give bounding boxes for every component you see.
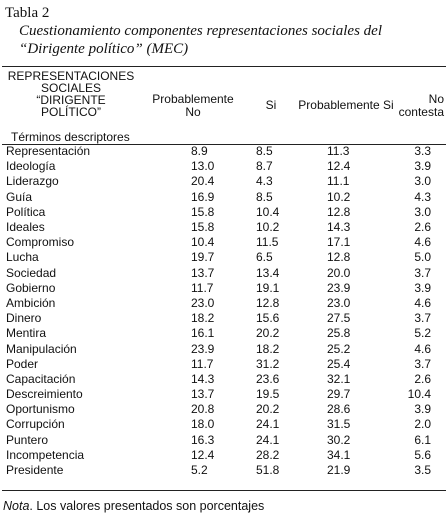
data-table <box>2 67 446 478</box>
table-row <box>2 235 446 250</box>
row-term: Lucha <box>6 250 39 265</box>
row-term: Puntero <box>6 432 49 447</box>
table-row <box>2 144 446 159</box>
cell-probablemente-no: 11.7 <box>191 280 214 295</box>
cell-probablemente-no: 18.2 <box>191 311 215 326</box>
table-row <box>2 190 446 205</box>
cell-probablemente-no: 20.8 <box>191 402 215 417</box>
cell-si: 13.4 <box>256 265 280 280</box>
cell-probablemente-no: 13.0 <box>191 159 215 174</box>
cell-no-contesta: 5.2 <box>414 326 431 341</box>
cell-no-contesta: 3.7 <box>414 356 431 371</box>
cell-si: 23.6 <box>256 371 280 386</box>
cell-probablemente-si: 23.9 <box>327 280 351 295</box>
table-row <box>2 326 446 341</box>
row-term: Sociedad <box>6 265 57 280</box>
cell-probablemente-si: 20.0 <box>327 265 351 280</box>
cell-si: 11.5 <box>256 235 279 250</box>
table-row <box>2 372 446 387</box>
stub-header <box>2 67 148 144</box>
row-term: Compromiso <box>6 235 75 250</box>
cell-probablemente-si: 12.8 <box>327 204 351 219</box>
stub-header-line: SOCIALES <box>40 81 102 95</box>
cell-probablemente-si: 30.2 <box>327 432 351 447</box>
cell-probablemente-no: 23.9 <box>191 341 215 356</box>
row-term: Oportunismo <box>6 402 75 417</box>
cell-probablemente-no: 15.8 <box>191 204 215 219</box>
row-term: Poder <box>6 356 39 371</box>
cell-probablemente-no: 8.9 <box>191 144 208 159</box>
table-row <box>2 281 446 296</box>
cell-no-contesta: 2.0 <box>414 417 431 432</box>
cell-probablemente-no: 15.8 <box>191 220 215 235</box>
cell-probablemente-si: 12.8 <box>327 250 351 265</box>
cell-no-contesta: 2.6 <box>414 220 431 235</box>
row-term: Manipulación <box>6 341 77 356</box>
cell-probablemente-si: 25.2 <box>327 341 351 356</box>
stub-header-line: REPRESENTACIONES <box>7 69 135 83</box>
cell-no-contesta: 3.9 <box>414 159 431 174</box>
table-row <box>2 159 446 174</box>
row-term: Representación <box>6 144 91 159</box>
row-term: Guía <box>6 189 33 204</box>
cell-probablemente-no: 16.1 <box>191 326 215 341</box>
cell-probablemente-si: 32.1 <box>327 371 351 386</box>
cell-no-contesta: 6.1 <box>414 432 431 447</box>
cell-probablemente-no: 5.2 <box>191 463 208 478</box>
cell-probablemente-no: 10.4 <box>191 235 215 250</box>
row-term: Ambición <box>6 295 56 310</box>
table-row <box>2 341 446 356</box>
cell-probablemente-no: 13.7 <box>191 265 215 280</box>
cell-si: 4.3 <box>256 174 273 189</box>
cell-probablemente-si: 11.1 <box>327 174 350 189</box>
table-row <box>2 448 446 463</box>
cell-probablemente-si: 23.0 <box>327 295 351 310</box>
cell-no-contesta: 4.6 <box>414 341 431 356</box>
table-row <box>2 463 446 478</box>
stub-header-title <box>4 67 138 118</box>
cell-probablemente-si: 34.1 <box>327 447 351 462</box>
cell-si: 24.1 <box>256 432 280 447</box>
cell-probablemente-no: 11.7 <box>191 356 214 371</box>
table-row <box>2 433 446 448</box>
table-row <box>2 417 446 432</box>
cell-probablemente-no: 12.4 <box>191 447 215 462</box>
cell-probablemente-si: 28.6 <box>327 402 351 417</box>
cell-probablemente-no: 13.7 <box>191 387 215 402</box>
row-term: Política <box>6 204 46 219</box>
cell-probablemente-si: 29.7 <box>327 387 351 402</box>
cell-no-contesta: 10.4 <box>407 387 431 402</box>
stub-header-subtitle: Términos descriptores <box>11 130 130 144</box>
cell-si: 8.7 <box>256 159 273 174</box>
table-row <box>2 357 446 372</box>
cell-si: 24.1 <box>256 417 280 432</box>
cell-si: 10.2 <box>256 220 280 235</box>
table-row <box>2 311 446 326</box>
cell-no-contesta: 3.0 <box>414 174 431 189</box>
header-row <box>2 67 446 144</box>
cell-probablemente-si: 21.9 <box>327 463 351 478</box>
cell-probablemente-si: 12.4 <box>327 159 351 174</box>
cell-probablemente-no: 18.0 <box>191 417 215 432</box>
cell-probablemente-no: 16.3 <box>191 432 215 447</box>
stub-header-line: “DIRIGENTE <box>36 93 106 107</box>
row-term: Ideales <box>6 220 45 235</box>
cell-probablemente-si: 25.4 <box>327 356 351 371</box>
cell-si: 15.6 <box>256 311 280 326</box>
row-term: Ideología <box>6 159 56 174</box>
cell-no-contesta: 2.6 <box>414 371 431 386</box>
cell-si: 18.2 <box>256 341 280 356</box>
cell-no-contesta: 3.0 <box>414 204 431 219</box>
cell-si: 12.8 <box>256 295 280 310</box>
cell-probablemente-no: 16.9 <box>191 189 215 204</box>
cell-probablemente-si: 14.3 <box>327 220 351 235</box>
column-header-probablemente-si: Probablemente Si <box>298 98 394 112</box>
row-term: Incompetencia <box>6 447 85 462</box>
cell-no-contesta: 5.6 <box>414 447 431 462</box>
table-row <box>2 174 446 189</box>
cell-probablemente-si: 25.8 <box>327 326 351 341</box>
cell-si: 8.5 <box>256 189 273 204</box>
table-row <box>2 402 446 417</box>
cell-no-contesta: 3.9 <box>414 280 431 295</box>
table-row <box>2 250 446 265</box>
cell-si: 8.5 <box>256 144 273 159</box>
row-term: Liderazgo <box>6 174 59 189</box>
table-row <box>2 266 446 281</box>
note-label: Nota <box>3 499 30 513</box>
table-number: Tabla 2 <box>5 5 50 21</box>
row-term: Dinero <box>6 311 42 326</box>
table-row <box>2 220 446 235</box>
cell-probablemente-si: 10.2 <box>327 189 351 204</box>
cell-si: 19.5 <box>256 387 280 402</box>
cell-si: 10.4 <box>256 204 280 219</box>
cell-si: 19.1 <box>256 280 280 295</box>
cell-no-contesta: 3.5 <box>414 463 431 478</box>
column-header-no-contesta: No contesta <box>398 91 444 119</box>
cell-si: 6.5 <box>256 250 273 265</box>
cell-no-contesta: 3.3 <box>414 144 431 159</box>
cell-probablemente-no: 20.4 <box>191 174 215 189</box>
cell-si: 20.2 <box>256 402 280 417</box>
cell-no-contesta: 3.7 <box>414 311 431 326</box>
cell-probablemente-si: 27.5 <box>327 311 351 326</box>
cell-probablemente-no: 23.0 <box>191 295 215 310</box>
table-row <box>2 296 446 311</box>
note-text: . Los valores presentados son porcentajes <box>29 499 265 513</box>
table-row <box>2 205 446 220</box>
row-term: Descreimiento <box>6 387 83 402</box>
table-body <box>2 144 446 478</box>
row-term: Mentira <box>6 326 47 341</box>
cell-probablemente-si: 31.5 <box>327 417 351 432</box>
table-caption: Cuestionamiento componentes representaciones sociales del “Dirigente político” (MEC) <box>19 23 382 57</box>
column-header-probablemente-no: Probablemente No <box>152 91 234 119</box>
stub-header-line: POLÍTICO” <box>40 105 101 119</box>
cell-no-contesta: 3.7 <box>414 265 431 280</box>
cell-si: 31.2 <box>256 356 280 371</box>
cell-si: 20.2 <box>256 326 280 341</box>
cell-probablemente-no: 19.7 <box>191 250 215 265</box>
table-row <box>2 387 446 402</box>
table-bottom-rule <box>2 490 446 491</box>
row-term: Corrupción <box>6 417 65 432</box>
cell-probablemente-no: 14.3 <box>191 371 215 386</box>
table-header <box>2 67 446 144</box>
cell-no-contesta: 5.0 <box>414 250 431 265</box>
row-term: Capacitación <box>6 371 76 386</box>
cell-no-contesta: 3.9 <box>414 402 431 417</box>
cell-no-contesta: 4.6 <box>414 235 431 250</box>
row-term: Gobierno <box>6 280 56 295</box>
cell-no-contesta: 4.6 <box>414 295 431 310</box>
cell-no-contesta: 4.3 <box>414 189 431 204</box>
table-note <box>3 498 264 514</box>
row-term: Presidente <box>6 463 64 478</box>
cell-si: 51.8 <box>256 463 280 478</box>
cell-probablemente-si: 11.3 <box>327 144 350 159</box>
cell-probablemente-si: 17.1 <box>327 235 351 250</box>
column-header-si: Si <box>265 98 277 112</box>
cell-si: 28.2 <box>256 447 280 462</box>
